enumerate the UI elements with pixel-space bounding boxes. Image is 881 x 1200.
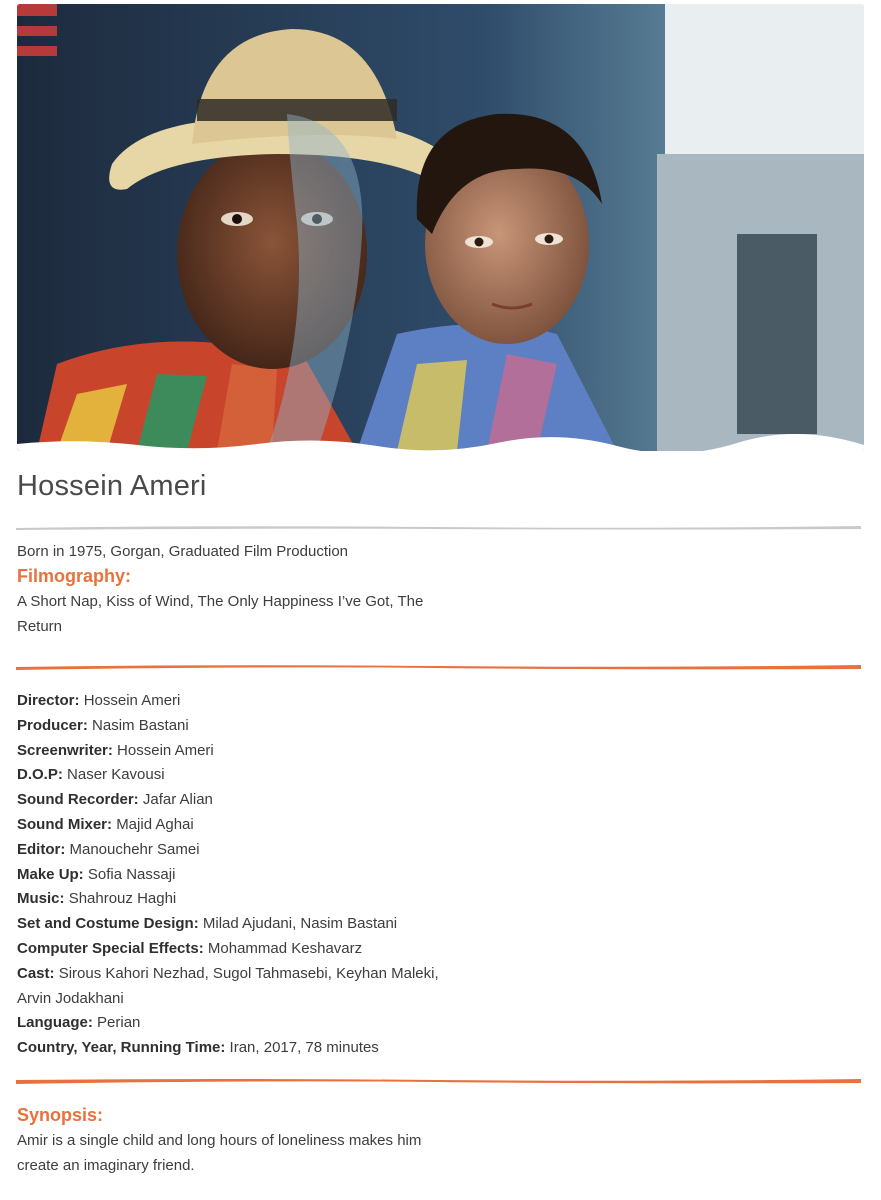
credit-make-up bbox=[17, 863, 457, 888]
credit-value: Sofia Nassaji bbox=[87, 865, 176, 883]
credit-value: Majid Aghai bbox=[116, 815, 194, 833]
orange-divider-bottom bbox=[16, 1076, 861, 1085]
credit-producer bbox=[17, 714, 457, 739]
synopsis-heading: Synopsis: bbox=[17, 1105, 104, 1125]
filmography-heading: Filmography: bbox=[17, 566, 132, 586]
credit-value: Mohammad Keshavarz bbox=[207, 939, 363, 957]
credit-label: Computer Special Effects: bbox=[17, 939, 204, 957]
credit-value: Jafar Alian bbox=[142, 791, 213, 809]
filmography-text: A Short Nap, Kiss of Wind, The Only Happiness I’ve Got, The Return bbox=[17, 593, 424, 635]
credit-label: Sound Recorder: bbox=[17, 791, 139, 809]
credit-label: Country, Year, Running Time: bbox=[17, 1039, 226, 1057]
bio-text: Born in 1975, Gorgan, Graduated Film Production bbox=[17, 543, 349, 560]
director-name: Hossein Ameri bbox=[17, 470, 207, 502]
film-still-illustration bbox=[17, 4, 864, 451]
credit-sound-mixer bbox=[17, 813, 457, 838]
credit-sound-recorder bbox=[17, 788, 457, 813]
credit-label: Music: bbox=[17, 890, 65, 908]
credit-label: Cast: bbox=[17, 964, 55, 982]
credit-country-year-time bbox=[17, 1036, 457, 1061]
bio-section bbox=[17, 539, 457, 639]
credit-value: Naser Kavousi bbox=[67, 766, 165, 784]
credit-screenwriter bbox=[17, 739, 457, 764]
credit-label: D.O.P: bbox=[17, 766, 63, 784]
credit-value: Shahrouz Haghi bbox=[68, 890, 177, 908]
credit-value: Iran, 2017, 78 minutes bbox=[229, 1039, 379, 1057]
credit-label: Make Up: bbox=[17, 865, 84, 883]
credit-label: Sound Mixer: bbox=[17, 815, 113, 833]
credit-music bbox=[17, 887, 457, 912]
credit-value: Nasim Bastani bbox=[92, 716, 189, 734]
synopsis-section bbox=[17, 1103, 457, 1178]
credit-value: Milad Ajudani, Nasim Bastani bbox=[202, 915, 398, 933]
credit-set-costume bbox=[17, 912, 457, 937]
credit-label: Director: bbox=[17, 692, 80, 709]
synopsis-text: Amir is a single child and long hours of loneliness makes him create an imaginary friend. bbox=[17, 1132, 422, 1174]
credit-label: Language: bbox=[17, 1014, 93, 1032]
credit-value: Perian bbox=[97, 1014, 141, 1032]
credit-dop bbox=[17, 763, 457, 788]
orange-divider-top bbox=[16, 662, 861, 671]
credit-editor bbox=[17, 838, 457, 863]
credit-value: Sirous Kahori Nezhad, Sugol Tahmasebi, Keyhan Maleki, Arvin Jodakhani bbox=[17, 964, 439, 1007]
credit-director bbox=[17, 689, 457, 714]
credit-value: Hossein Ameri bbox=[83, 692, 181, 709]
grey-divider bbox=[16, 523, 861, 531]
credit-label: Producer: bbox=[17, 716, 88, 734]
film-still-photo bbox=[17, 4, 864, 451]
credit-language bbox=[17, 1011, 457, 1036]
credit-value: Hossein Ameri bbox=[117, 741, 214, 759]
credit-label: Editor: bbox=[17, 840, 66, 858]
credit-label: Screenwriter: bbox=[17, 741, 113, 759]
credits-list bbox=[17, 689, 457, 1061]
credit-value: Manouchehr Samei bbox=[69, 840, 200, 858]
credit-special-effects bbox=[17, 937, 457, 962]
credit-label: Set and Costume Design: bbox=[17, 915, 199, 933]
credit-cast bbox=[17, 962, 457, 1012]
